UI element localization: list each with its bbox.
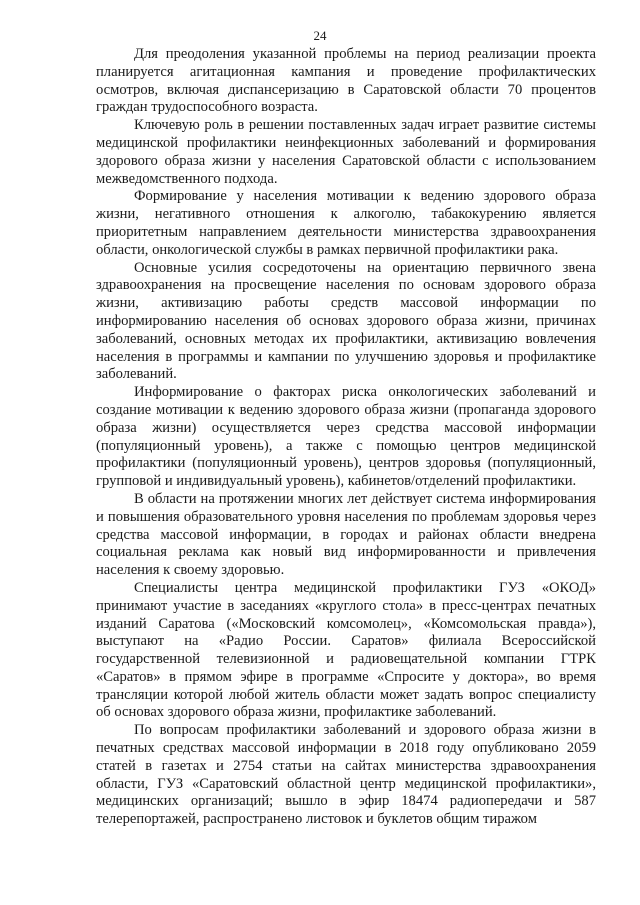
paragraph-2: Ключевую роль в решении поставленных задач играет развитие системы медицинской профилактики неинфекционных заболеваний и формирования здорового образа жизни у населения Саратовской области с использованием межведомственного подхода. bbox=[96, 117, 596, 187]
paragraph-8: По вопросам профилактики заболеваний и здорового образа жизни в печатных средствах массовой информации в 2018 году опубликовано 2059 статей в газетах и 2754 статьи на сайтах министерства здравоохранения области, ГУЗ «Саратовский областной центр медицинской профилактики», медицинских организаций; вышло в эфир 18474 радиопередачи и 587 телерепортажей, распространено листовок и буклетов общим тиражом bbox=[96, 722, 596, 828]
paragraph-5: Информирование о факторах риска онкологических заболеваний и создание мотивации к ведению здорового образа жизни (пропаганда здорового образа жизни) осуществляется через средства массовой информации (популяционный уровень), а также с помощью центров медицинской профилактики (популяционный уровень), центров здоровья (популяционный, групповой и индивидуальный уровень), кабинетов/отделений профилактики. bbox=[96, 384, 596, 490]
paragraph-3: Формирование у населения мотивации к ведению здорового образа жизни, негативного отношения к алкоголю, табакокурению является приоритетным направлением деятельности министерства здравоохранения области, онкологической службы в рамках первичной профилактики рака. bbox=[96, 188, 596, 258]
page-number: 24 bbox=[313, 28, 327, 43]
paragraph-4: Основные усилия сосредоточены на ориентацию первичного звена здравоохранения на просвещение населения по основам здорового образа жизни, активизацию работы средств массовой информации по информированию населения об основах здорового образа жизни, причинах заболеваний, основных методах их профилактики, активизацию вовлечения населения в программы и кампании по улучшению здоровья и профилактике заболеваний. bbox=[96, 259, 596, 383]
paragraph-7: Специалисты центра медицинской профилактики ГУЗ «ОКОД» принимают участие в заседаниях «круглого стола» в пресс-центрах печатных изданий Саратова («Московский комсомолец», «Комсомольская правда»), выступают на «Радио России. Саратов» филиала Всероссийской государственной телевизионной и радиовещательной компании ГТРК «Саратов» в прямом эфире в программе «Спросите у доктора», во время трансляции которой любой житель области может задать вопрос специалисту об основах здорового образа жизни, профилактике заболеваний. bbox=[96, 579, 596, 721]
paragraph-6: В области на протяжении многих лет действует система информирования и повышения образовательного уровня населения по проблемам здоровья через средства массовой информации, в городах и районах области внедрена социальная реклама как новый вид информированности и привлечения населения к своему здоровью. bbox=[96, 490, 596, 579]
body-text bbox=[96, 46, 596, 829]
paragraph-1: Для преодоления указанной проблемы на период реализации проекта планируется агитационная кампания и проведение профилактических осмотров, включая диспансеризацию в Саратовской области 70 процентов граждан трудоспособного возраста. bbox=[96, 46, 596, 116]
